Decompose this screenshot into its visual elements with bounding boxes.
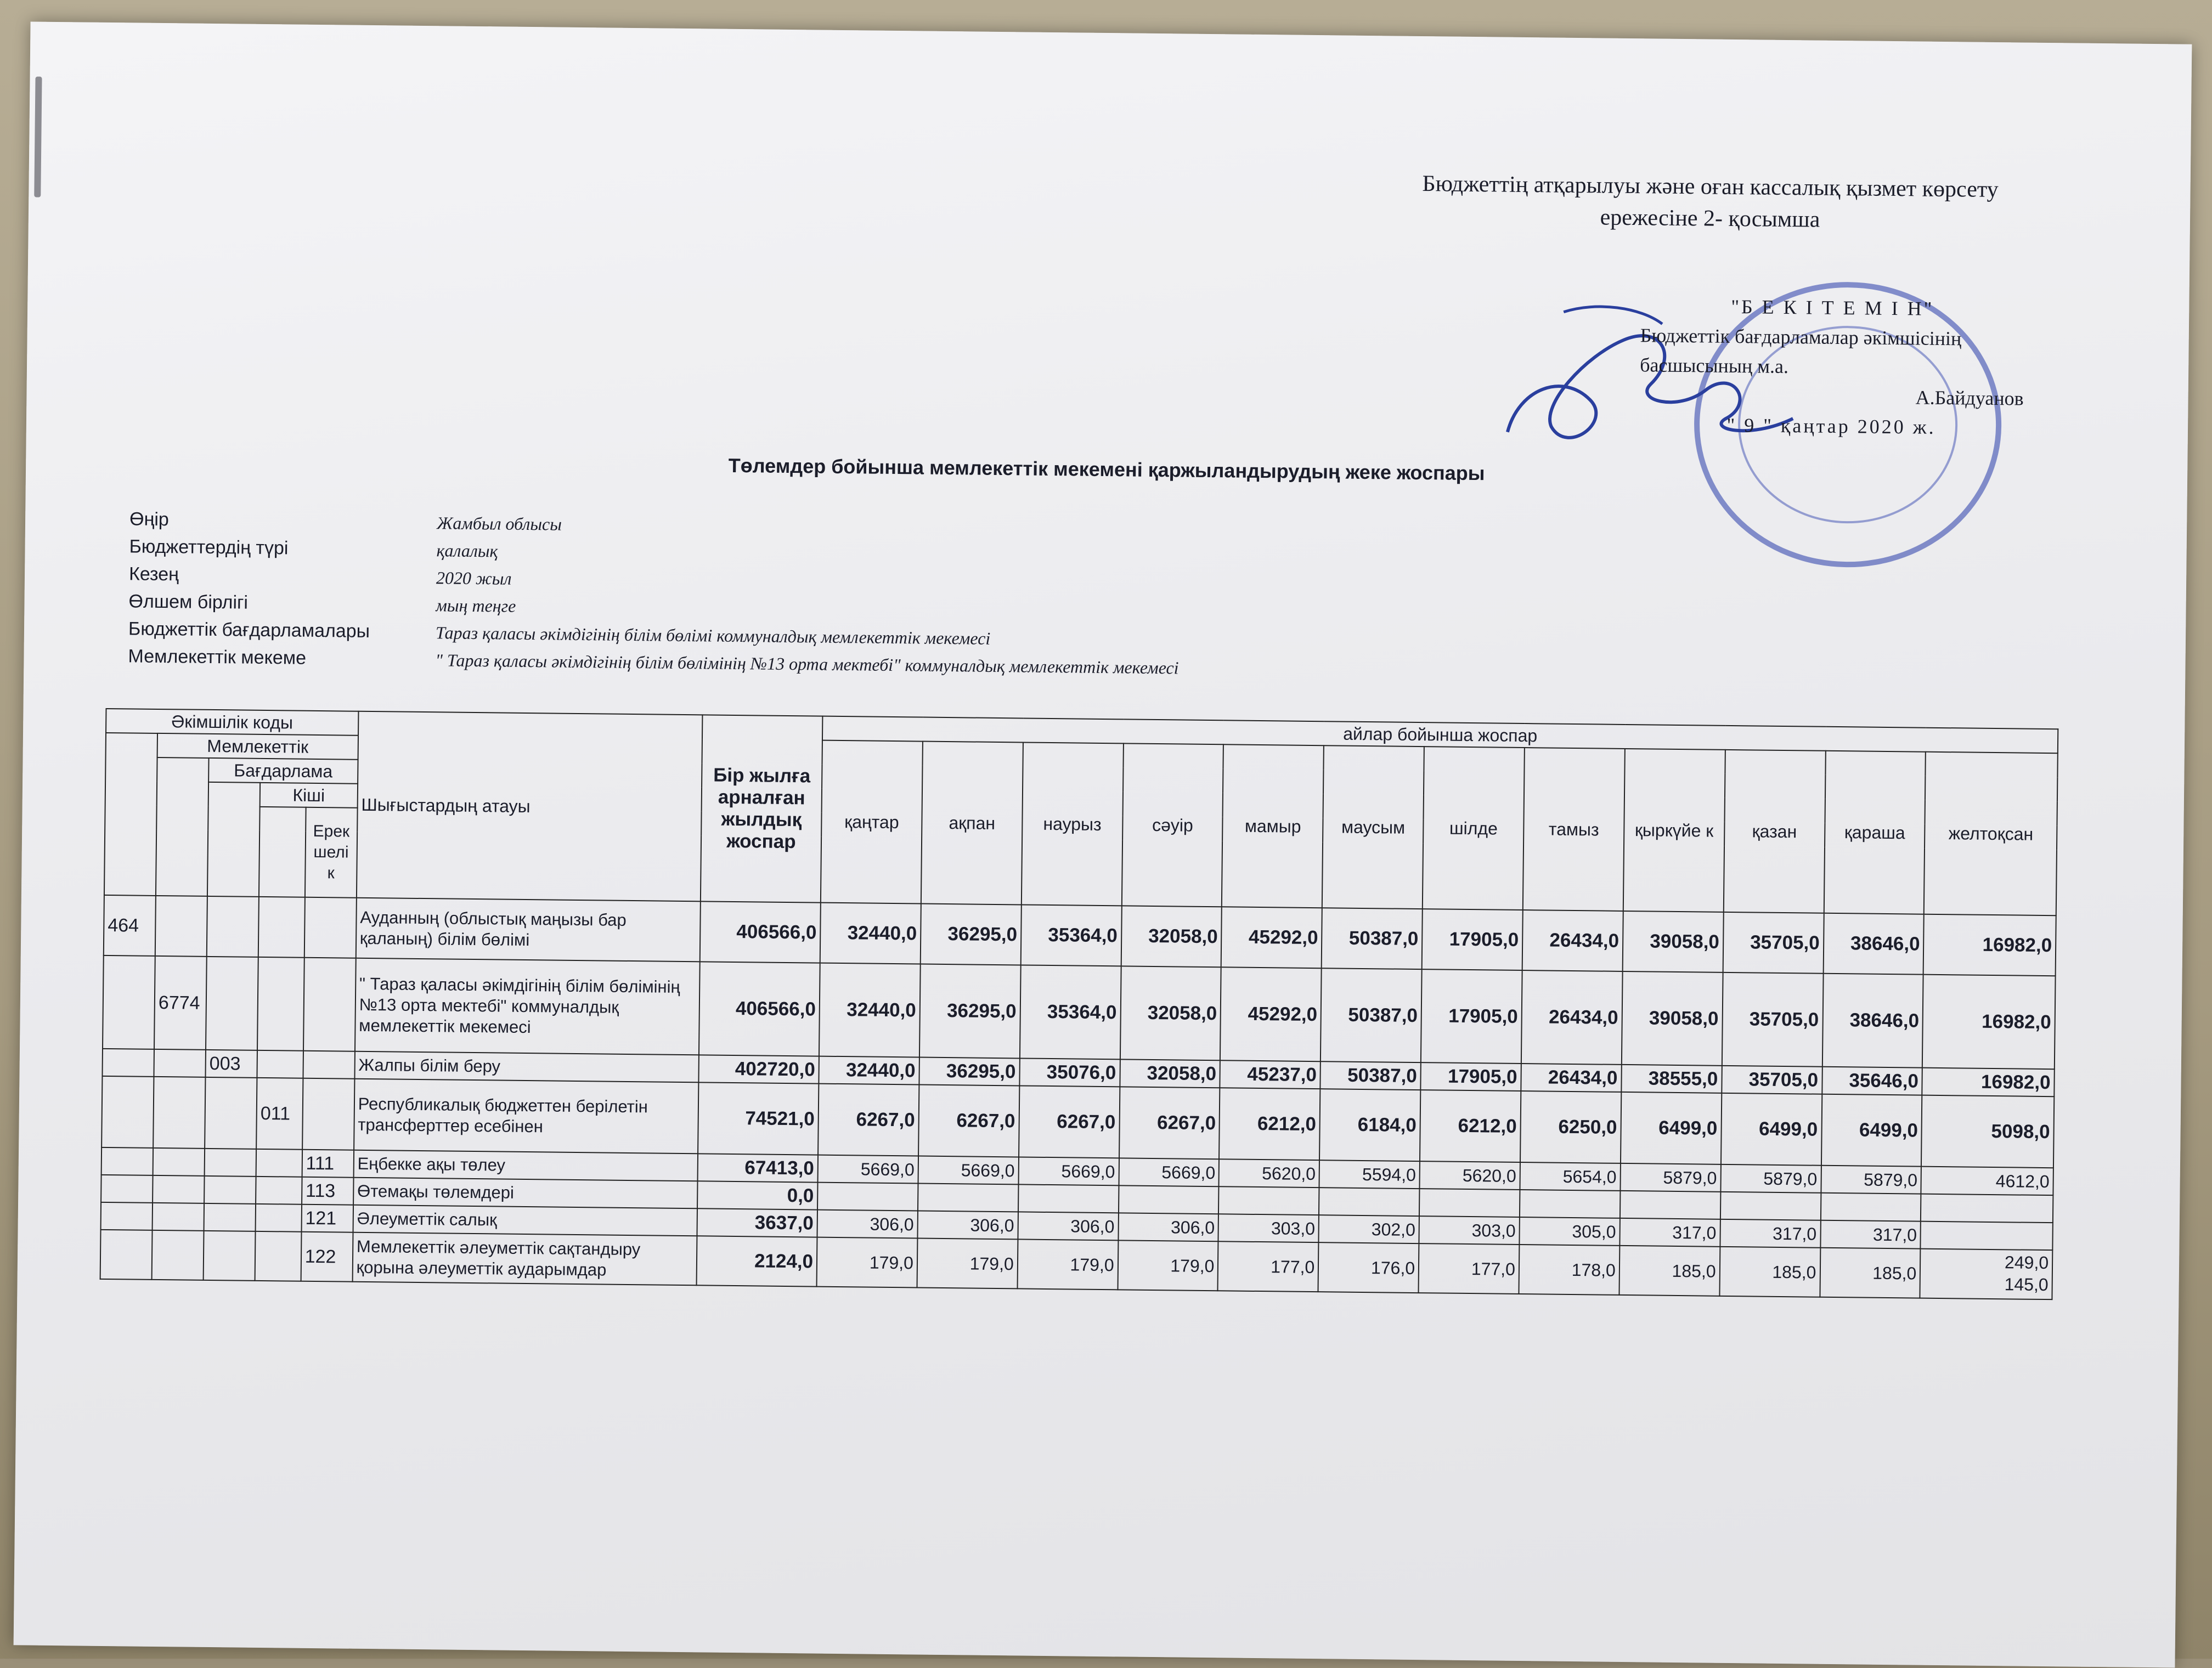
row-annual: 2124,0 [696, 1236, 817, 1286]
header-sub: Кіші [260, 783, 358, 808]
row-month-value: 26434,0 [1522, 910, 1623, 971]
row-annual: 3637,0 [697, 1208, 817, 1237]
header-program: Бағдарлама [208, 758, 358, 784]
row-month-value: 6267,0 [1019, 1085, 1120, 1158]
code-cell [153, 1148, 205, 1176]
row-name: " Тараз қаласы әкімдігінің білім бөлімінің №13 орта мектебі" коммуналдық мемлекеттік мекемесі [355, 958, 700, 1055]
row-annual: 402720,0 [698, 1055, 819, 1083]
header-monthly-plan: айлар бойынша жоспар [822, 716, 2058, 754]
row-name: Жалпы білім беру [354, 1051, 698, 1083]
row-month-value: 179,0 [817, 1237, 918, 1288]
code-cell [256, 1204, 302, 1232]
row-month-value: 38646,0 [1822, 974, 1923, 1068]
code-cell [153, 1077, 205, 1149]
row-month-value [1319, 1188, 1419, 1216]
row-month-value: 6250,0 [1520, 1091, 1621, 1163]
row-month-value: 45292,0 [1221, 907, 1322, 968]
row-month-value [918, 1184, 1018, 1212]
row-month-value: 306,0 [1118, 1213, 1218, 1241]
code-cell [205, 1149, 257, 1177]
code-cell [101, 1076, 154, 1148]
financing-plan-table [100, 708, 2059, 1300]
row-month-value: 178,0 [1519, 1245, 1620, 1295]
row-month-value: 317,0 [1720, 1219, 1820, 1248]
row-month-value [1620, 1191, 1720, 1219]
row-month-value: 6212,0 [1219, 1088, 1320, 1160]
header-spacer [259, 807, 306, 897]
code-cell [303, 1051, 355, 1079]
row-month-value: 17905,0 [1421, 1062, 1521, 1091]
month-header: ақпан [921, 742, 1023, 905]
row-month-value: 5669,0 [1018, 1157, 1119, 1185]
row-name: Өтемақы төлемдері [353, 1178, 697, 1209]
appendix-line-1: Бюджеттің атқарылуы және оған кассалық қызмет көрсету [1422, 171, 1999, 203]
month-header: қаңтар [821, 740, 923, 904]
row-month-value: 32058,0 [1121, 906, 1222, 967]
row-month-value: 36295,0 [919, 964, 1021, 1059]
header-annual-plan: Бір жылға арналған жылдық жоспар [701, 715, 823, 902]
row-month-value: 32058,0 [1120, 966, 1222, 1060]
row-month-value: 50387,0 [1321, 1061, 1421, 1090]
row-month-value: 6499,0 [1721, 1093, 1822, 1166]
code-cell [102, 1049, 154, 1077]
code-cell [207, 896, 259, 957]
row-month-value [1820, 1193, 1921, 1222]
info-label: Мемлекеттік мекеме [128, 646, 307, 669]
code-cell [206, 957, 258, 1050]
code-cell [101, 1202, 153, 1230]
row-code: 003 [206, 1050, 258, 1078]
row-annual: 0,0 [697, 1181, 818, 1209]
month-header: наурыз [1022, 742, 1124, 906]
code-cell [256, 1177, 302, 1205]
row-month-value: 6267,0 [918, 1085, 1019, 1157]
header-expense-name: Шығыстардың атауы [357, 711, 702, 902]
row-code: 121 [301, 1205, 353, 1232]
month-header: желтоқсан [1924, 752, 2058, 916]
row-month-value: 6267,0 [818, 1084, 919, 1156]
row-month-value: 306,0 [817, 1210, 918, 1239]
row-month-value: 317,0 [1820, 1220, 1921, 1249]
row-month-value: 303,0 [1419, 1216, 1520, 1245]
row-month-value: 317,0 [1620, 1218, 1720, 1247]
info-label: Өңір [129, 508, 170, 530]
approval-date: " 9 " қаңтар 2020 ж. [1726, 414, 1936, 438]
code-cell [302, 1078, 354, 1150]
row-month-value [1920, 1249, 2053, 1300]
row-month-value: 185,0 [1719, 1247, 1820, 1297]
row-month-value: 179,0 [1118, 1240, 1218, 1291]
row-month-value: 5879,0 [1620, 1163, 1720, 1192]
row-month-value: 17905,0 [1422, 909, 1523, 970]
row-month-value: 306,0 [917, 1211, 1018, 1240]
row-month-value: 39058,0 [1622, 971, 1723, 1066]
row-month-value: 177,0 [1218, 1241, 1319, 1292]
row-month-value: 38555,0 [1621, 1065, 1722, 1093]
row-month-value: 32058,0 [1120, 1059, 1220, 1088]
approver-name: А.Байдуанов [1915, 386, 2024, 410]
document-page [14, 21, 2192, 1667]
row-month-value: 176,0 [1318, 1242, 1419, 1293]
header-state: Мемлекеттік [157, 733, 358, 760]
row-month-value: 305,0 [1519, 1217, 1620, 1246]
info-value: " Тараз қаласы әкімдігінің білім бөлімінің №13 орта мектебі" коммуналдық мемлекеттік мекемесі [435, 650, 1179, 678]
month-header: маусым [1322, 745, 1424, 909]
row-month-value: 5098,0 [1921, 1095, 2054, 1168]
row-code: 6774 [154, 956, 207, 1050]
row-code: 122 [301, 1232, 353, 1282]
row-month-value: 16982,0 [1922, 1068, 2055, 1097]
month-header: шілде [1423, 747, 1525, 910]
code-cell [256, 1149, 302, 1177]
code-cell [304, 897, 356, 958]
code-cell [258, 897, 305, 958]
month-header: қыркүйе к [1623, 749, 1725, 912]
row-month-value: 4612,0 [1921, 1167, 2053, 1196]
approval-line-1: Бюджеттік бағдарламалар әкімшісінің [1640, 324, 1962, 350]
row-month-value [1018, 1184, 1119, 1213]
row-month-value: 32440,0 [820, 903, 921, 964]
row-month-value: 179,0 [917, 1239, 1018, 1289]
row-month-value [1119, 1185, 1219, 1214]
info-label: Кезең [128, 563, 179, 585]
code-cell [101, 1175, 153, 1203]
row-month-value: 6184,0 [1319, 1089, 1420, 1161]
code-cell [303, 958, 356, 1051]
binding-mark [34, 77, 42, 197]
month-header: қазан [1723, 750, 1825, 913]
row-month-value: 35646,0 [1822, 1067, 1922, 1095]
row-name: Мемлекеттік әлеуметтік сақтандыру қорына әлеуметтік аударымдар [352, 1232, 697, 1286]
code-cell [204, 1176, 256, 1204]
approval-block [1639, 291, 2025, 443]
info-label: Бюджеттік бағдарламалары [128, 618, 370, 642]
header-admin-code: Әкімшілік коды [106, 709, 358, 736]
row-annual: 74521,0 [698, 1082, 819, 1155]
document-title: Төлемдер бойынша мемлекеттік мекемені қаржыландырудың жеке жоспары [728, 454, 1485, 485]
row-month-value: 6212,0 [1420, 1090, 1521, 1162]
info-value: мың теңге [436, 595, 516, 616]
row-name: Ауданның (облыстық маңызы бар қаланың) білім бөлімі [356, 898, 701, 962]
approval-heading: "Б Е К І Т Е М І Н" [1731, 295, 1934, 320]
row-month-value: 6499,0 [1821, 1094, 1922, 1167]
row-month-value: 306,0 [1018, 1212, 1118, 1240]
row-month-value: 26434,0 [1521, 1064, 1621, 1092]
row-month-value: 16982,0 [1923, 914, 2056, 976]
code-cell [153, 1175, 205, 1203]
row-month-value: 185,0 [1820, 1248, 1921, 1298]
code-cell [257, 957, 304, 1051]
row-month-value: 16982,0 [1922, 975, 2055, 1070]
code-cell [153, 1203, 205, 1231]
row-month-value: 5620,0 [1420, 1161, 1520, 1190]
header-specific: Ерек шелі к [305, 807, 358, 898]
row-month-value: 5669,0 [918, 1156, 1018, 1185]
row-month-value [1921, 1194, 2053, 1223]
appendix-line-2: ережесіне 2- қосымша [1600, 205, 1820, 233]
code-cell [100, 1230, 153, 1280]
code-cell [255, 1231, 302, 1281]
code-cell [257, 1050, 303, 1078]
row-month-value: 5669,0 [1119, 1158, 1219, 1186]
row-month-value: 17905,0 [1421, 969, 1522, 1064]
info-label: Бюджеттердің түрі [129, 536, 289, 559]
row-month-value: 35705,0 [1722, 1066, 1822, 1094]
row-code: 113 [302, 1177, 354, 1205]
row-month-value: 50387,0 [1322, 908, 1423, 969]
appendix-note [1395, 168, 2026, 238]
row-month-value: 177,0 [1419, 1243, 1520, 1294]
row-month-value: 302,0 [1319, 1215, 1419, 1243]
row-month-value: 26434,0 [1521, 970, 1623, 1065]
row-month-value: 36295,0 [919, 1058, 1019, 1086]
month-header: сәуір [1121, 743, 1223, 907]
code-cell [154, 1049, 206, 1077]
code-cell [101, 1147, 154, 1175]
header-spacer [104, 733, 157, 896]
row-name: Әлеуметтік салық [353, 1205, 697, 1236]
code-cell [152, 1230, 204, 1280]
code-cell [205, 1077, 257, 1149]
row-month-value: 249,0 [2004, 1252, 2049, 1273]
code-cell [155, 896, 207, 957]
row-month-value: 185,0 [1619, 1246, 1720, 1296]
info-value: қалалық [436, 540, 498, 561]
row-month-value [1218, 1186, 1319, 1215]
row-month-value: 6499,0 [1621, 1092, 1722, 1164]
row-annual: 406566,0 [699, 962, 820, 1056]
row-month-value [1419, 1189, 1520, 1217]
row-month-value [817, 1183, 918, 1211]
info-label: Өлшем бірлігі [128, 591, 249, 613]
row-annual: 67413,0 [697, 1154, 818, 1182]
row-month-value: 5594,0 [1319, 1160, 1420, 1189]
row-month-value: 45292,0 [1220, 967, 1322, 1061]
row-month-value: 35705,0 [1722, 972, 1824, 1067]
row-month-value: 32440,0 [819, 1056, 919, 1085]
row-month-value: 38646,0 [1823, 913, 1924, 975]
row-month-value: 5620,0 [1219, 1159, 1319, 1188]
info-value: Тараз қаласы әкімдігінің білім бөлімі коммуналдық мемлекеттік мекемесі [435, 623, 991, 648]
code-cell [204, 1203, 256, 1231]
code-cell [103, 955, 155, 1049]
row-month-value [1720, 1192, 1821, 1220]
row-code: 011 [256, 1078, 303, 1150]
row-month-value: 35364,0 [1020, 904, 1121, 966]
row-month-value: 6267,0 [1119, 1087, 1220, 1159]
row-month-value: 32440,0 [819, 963, 921, 1058]
row-code: 111 [302, 1150, 354, 1178]
month-header: тамыз [1523, 748, 1625, 911]
row-month-value: 35364,0 [1020, 965, 1121, 1059]
row-month-value: 5879,0 [1720, 1164, 1821, 1193]
info-value: 2020 жыл [436, 568, 512, 589]
row-month-value: 50387,0 [1321, 968, 1422, 1062]
code-cell [204, 1231, 256, 1281]
row-name: Еңбекке ақы төлеу [353, 1150, 697, 1181]
row-month-value: 5879,0 [1821, 1166, 1921, 1194]
row-month-value [1520, 1190, 1620, 1218]
header-spacer [207, 782, 260, 897]
row-code: 464 [104, 895, 156, 956]
info-block [128, 502, 1180, 678]
month-header: қараша [1824, 751, 1926, 914]
row-month-value: 45237,0 [1220, 1060, 1321, 1089]
month-header: мамыр [1222, 744, 1324, 908]
row-month-value: 35705,0 [1723, 912, 1824, 974]
row-month-value: 5654,0 [1520, 1162, 1620, 1191]
row-month-value [1921, 1222, 2053, 1251]
info-value: Жамбыл облысы [436, 513, 562, 534]
approval-line-2: басшысының м.а. [1640, 354, 1789, 378]
row-month-value: 5669,0 [818, 1155, 918, 1184]
row-name: Республикалық бюджеттен берілетін трансферттер есебінен [354, 1079, 698, 1154]
row-annual: 406566,0 [699, 901, 821, 963]
header-spacer [156, 757, 209, 896]
row-month-value: 36295,0 [921, 904, 1022, 965]
row-month-value: 303,0 [1218, 1214, 1319, 1242]
row-month-value: 39058,0 [1622, 911, 1723, 972]
row-month-value: 179,0 [1017, 1239, 1118, 1290]
row-month-extra: 145,0 [2004, 1274, 2049, 1295]
row-month-value: 35076,0 [1019, 1058, 1120, 1087]
